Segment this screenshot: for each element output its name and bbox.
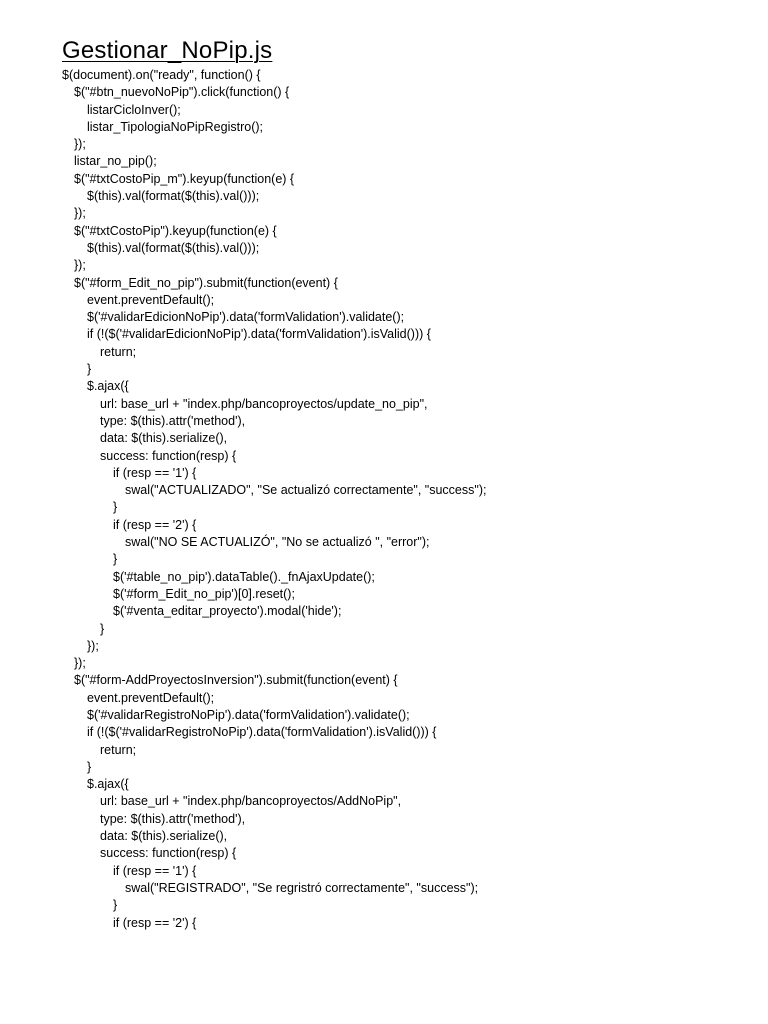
code-line: $(this).val(format($(this).val()));	[87, 189, 260, 204]
code-line: event.preventDefault();	[87, 292, 215, 307]
code-line: if (resp == '1') {	[113, 863, 197, 878]
code-line: event.preventDefault();	[87, 690, 215, 705]
code-line: swal("REGISTRADO", "Se regristró correctamente", "success");	[125, 880, 479, 895]
code-line: }	[113, 552, 118, 567]
code-line: swal("NO SE ACTUALIZÓ", "No se actualizó ", "error");	[125, 535, 430, 550]
code-line: if (resp == '2') {	[113, 517, 197, 532]
code-line: data: $(this).serialize(),	[100, 431, 228, 446]
code-line: listar_no_pip();	[74, 154, 157, 169]
code-line: if (resp == '1') {	[113, 465, 197, 480]
code-line: url: base_url + "index.php/bancoproyectos/AddNoPip",	[100, 794, 402, 809]
code-line: if (!($('#validarEdicionNoPip').data('formValidation').isValid())) {	[87, 327, 431, 342]
code-line: $("#txtCostoPip_m").keyup(function(e) {	[74, 171, 295, 186]
code-line: }	[113, 898, 118, 913]
code-line: if (!($('#validarRegistroNoPip').data('formValidation').isValid())) {	[87, 725, 437, 740]
code-line: }	[87, 759, 92, 774]
code-line: success: function(resp) {	[100, 846, 237, 861]
code-line: data: $(this).serialize(),	[100, 829, 228, 844]
code-line: return;	[100, 344, 137, 359]
code-line: $("#btn_nuevoNoPip").click(function() {	[74, 85, 290, 100]
document-title: Gestionar_NoPip.js	[62, 37, 273, 64]
code-line: url: base_url + "index.php/bancoproyectos/update_no_pip",	[100, 396, 428, 411]
code-line: $("#form_Edit_no_pip").submit(function(event) {	[74, 275, 338, 290]
code-line: swal("ACTUALIZADO", "Se actualizó correctamente", "success");	[125, 483, 487, 498]
code-line: if (resp == '2') {	[113, 915, 197, 930]
code-line: });	[87, 638, 99, 653]
code-line: $(document).on("ready", function() {	[62, 68, 261, 82]
code-line: $('#table_no_pip').dataTable()._fnAjaxUpdate();	[113, 569, 375, 584]
code-line: listarCicloInver();	[87, 102, 181, 117]
code-line: success: function(resp) {	[100, 448, 237, 463]
code-block	[62, 67, 742, 932]
code-line: type: $(this).attr('method'),	[100, 413, 246, 428]
code-line: $('#validarRegistroNoPip').data('formValidation').validate();	[87, 707, 410, 722]
code-line: $.ajax({	[87, 379, 129, 394]
code-line: });	[74, 137, 86, 152]
code-line: $(this).val(format($(this).val()));	[87, 240, 260, 255]
code-line: $("#form-AddProyectosInversion").submit(function(event) {	[74, 673, 398, 688]
code-line: $('#validarEdicionNoPip').data('formValidation').validate();	[87, 310, 405, 325]
code-line: return;	[100, 742, 137, 757]
code-line: $("#txtCostoPip").keyup(function(e) {	[74, 223, 277, 238]
code-line: }	[113, 500, 118, 515]
code-line: listar_TipologiaNoPipRegistro();	[87, 119, 263, 134]
code-line: });	[74, 258, 86, 273]
code-line: type: $(this).attr('method'),	[100, 811, 246, 826]
code-line: });	[74, 206, 86, 221]
code-line: $('#form_Edit_no_pip')[0].reset();	[113, 586, 295, 601]
code-line: });	[74, 656, 86, 671]
code-line: $('#venta_editar_proyecto').modal('hide');	[113, 604, 342, 619]
code-line: $.ajax({	[87, 777, 129, 792]
code-line: }	[87, 362, 92, 377]
code-line: }	[100, 621, 105, 636]
